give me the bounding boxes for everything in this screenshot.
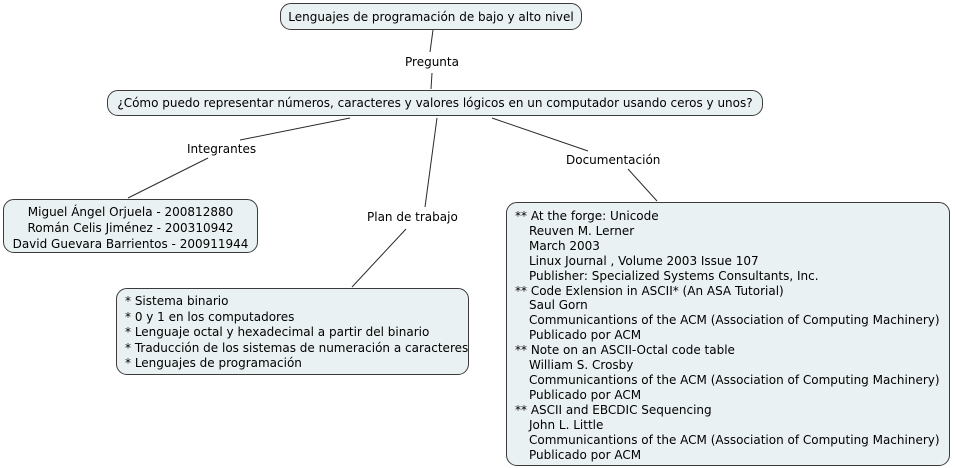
doc-entry-detail: Communicantions of the ACM (Association of Computing Machinery) <box>529 372 940 387</box>
edge-integrantes-to-members <box>128 158 208 198</box>
member-line: Román Celis Jiménez - 200310942 <box>27 221 234 235</box>
edge-pregunta-to-question <box>431 73 432 89</box>
doc-entry-detail: Publicado por ACM <box>529 328 642 343</box>
doc-entry-detail: Saul Gorn <box>529 298 588 313</box>
plan-item: * 0 y 1 en los computadores <box>125 309 295 324</box>
edge-question-to-integrantes <box>240 118 350 140</box>
plan-item: * Lenguajes de programación <box>125 356 302 370</box>
edge-label-pregunta[interactable]: Pregunta <box>405 55 459 69</box>
doc-entry-detail: Publisher: Specialized Systems Consultants, Inc. <box>529 268 819 283</box>
edge-documentacion-to-docbox <box>628 169 657 201</box>
work-plan-concept-node[interactable] <box>116 288 469 375</box>
doc-entry-title: ** At the forge: Unicode <box>515 209 659 223</box>
members-concept-node[interactable] <box>3 199 258 253</box>
question-concept-node[interactable]: ¿Cómo puedo representar números, caracteres y valores lógicos en un computador usando ceros y unos? <box>107 90 763 116</box>
edge-label-integrantes[interactable]: Integrantes <box>187 142 257 156</box>
plan-item: * Traducción de los sistemas de numeración a caracteres <box>125 340 469 355</box>
doc-entry-detail: John L. Little <box>529 417 604 432</box>
edge-question-to-plan <box>425 118 437 207</box>
root-concept-node[interactable]: Lenguajes de programación de bajo y alto nivel <box>280 3 582 30</box>
doc-entry-title: ** ASCII and EBCDIC Sequencing <box>515 402 712 417</box>
doc-entry-detail: Publicado por ACM <box>529 447 642 462</box>
doc-entry-detail: Communicantions of the ACM (Association of Computing Machinery) <box>529 432 940 447</box>
doc-entry-detail: William S. Crosby <box>529 358 634 373</box>
edge-question-to-documentacion <box>492 118 588 151</box>
plan-item: * Sistema binario <box>125 294 229 308</box>
doc-entry-title: ** Note on an ASCII-Octal code table <box>515 343 735 358</box>
plan-item: * Lenguaje octal y hexadecimal a partir del binario <box>125 325 430 339</box>
edge-label-documentacion[interactable]: Documentación <box>566 153 661 167</box>
edge-label-plan-de-trabajo[interactable]: Plan de trabajo <box>367 210 458 224</box>
member-line: David Guevara Barrientos - 200911944 <box>12 237 249 251</box>
doc-entry-detail: Communicantions of the ACM (Association of Computing Machinery) <box>529 313 940 328</box>
doc-entry-detail: Reuven M. Lerner <box>529 223 635 238</box>
doc-entry-detail: Publicado por ACM <box>529 387 642 402</box>
member-line: Miguel Ángel Orjuela - 200812880 <box>27 205 234 219</box>
documentation-concept-node[interactable] <box>506 202 950 466</box>
doc-entry-detail: March 2003 <box>529 238 600 253</box>
edge-root-to-pregunta <box>430 30 433 52</box>
edge-plan-to-planbox <box>352 229 406 287</box>
doc-entry-detail: Linux Journal , Volume 2003 Issue 107 <box>529 253 759 268</box>
doc-entry-title: ** Code Exlension in ASCII* (An ASA Tutorial) <box>515 283 784 298</box>
